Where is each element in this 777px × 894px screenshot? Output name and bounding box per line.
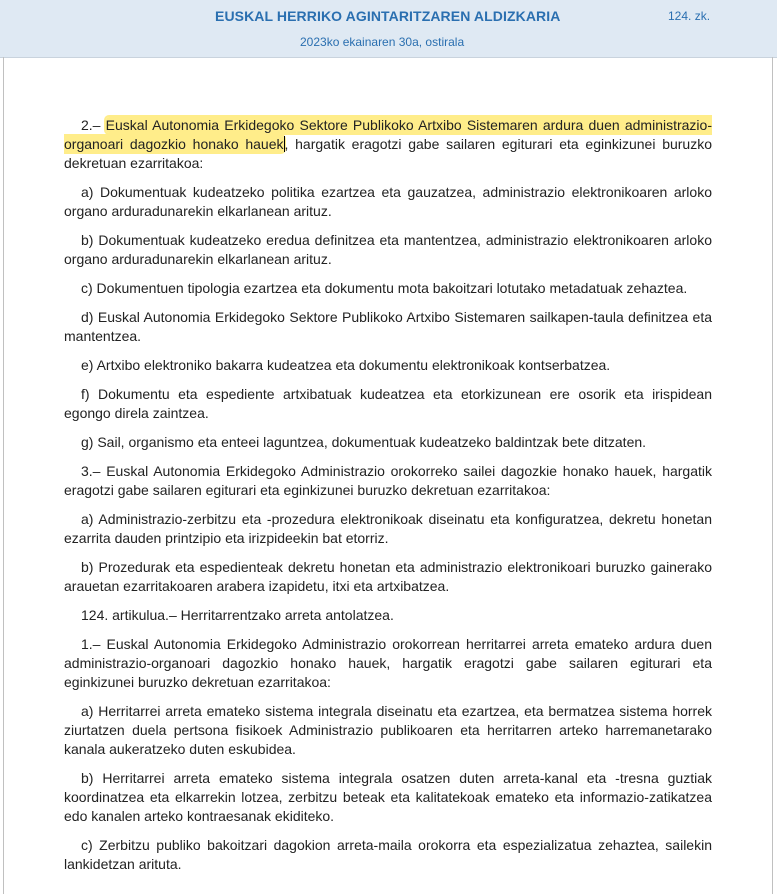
paragraph-number: 2.– [81,117,106,133]
paragraph-highlighted[interactable] [64,116,712,173]
paragraph: b) Herritarrei arreta emateko sistema integrala osatzen duten arreta-kanal eta -tresna guztiak koordinatzea eta elkarrekin lotzea, zerbitzu beteak eta kalitatekoak emateko eta informazio-zatikatzea edo kanalen arteko kontraesanak ekiditeko. [64,770,712,824]
document-header [0,0,777,58]
paragraph-rest: , hargatik eragotzi gabe sailaren egiturari eta eginkizunei buruzko dekretuan ezarritakoa: [64,136,713,171]
paragraph: 3.– Euskal Autonomia Erkidegoko Administrazio orokorreko sailei dagozkie honako hauek, hargatik eragotzi gabe sailaren egiturari eta eginkizunei buruzko dekretuan ezarritakoa: [64,463,712,498]
paragraph: b) Prozedurak eta espedienteak dekretu honetan eta administrazio elektronikoari buruzko gainerako arauetan ezarritakoaren arabera izapidetu, itxi eta artxibatzea. [64,559,712,594]
paragraph: c) Zerbitzu publiko bakoitzari dagokion arreta-maila orokorra eta espezializatua zehaztea, sailekin lankidetzan arituta. [64,837,712,872]
paragraph: c) Dokumentuen tipologia ezartzea eta dokumentu mota bakoitzari lotutako metadatuak zehaztea. [81,280,688,296]
paragraph: a) Administrazio-zerbitzu eta -prozedura elektronikoak diseinatu eta konfiguratzea, dekretu honetan ezarrita dauden printzipio eta irizpideekin bat etorriz. [64,511,712,546]
text-highlight[interactable]: Euskal Autonomia Erkidegoko Sektore Publikoko Artxibo Sistemaren ardura duen administrazio-organoari dagozkio honako hauek [64,117,712,152]
paragraph: a) Dokumentuak kudeatzeko politika ezartzea eta gauzatzea, administrazio elektronikoaren arloko organo arduradunarekin elkarlanean arituz. [64,184,712,219]
paragraph: g) Sail, organismo eta enteei laguntzea, dokumentuak kudeatzeko baldintzak bete ditzaten. [81,434,647,450]
page-border-right [772,57,773,894]
publication-date: 2023ko ekainaren 30a, ostirala [300,35,465,49]
paragraph: a) Herritarrei arreta emateko sistema integrala diseinatu eta ezartzea, eta bermatzea sistema horrek ziurtatzen duela pertsona fisikoek Administrazio publikoaren eta herritarren arteko harremanetarako kanala aukeratzeko duten eskubidea. [64,703,712,757]
paragraph: 1.– Euskal Autonomia Erkidegoko Administrazio orokorrean herritarrei arreta emateko ardura duen administrazio-organoari dagozkio honako hauek, hargatik eragotzi gabe sailaren egiturari eta eginkizunei buruzko dekretuan ezarritakoa: [64,636,712,690]
document-body[interactable] [64,116,712,884]
paragraph: d) Euskal Autonomia Erkidegoko Sektore Publikoko Artxibo Sistemaren sailkapen-taula definitzea eta mantentzea. [64,309,712,344]
article-heading: 124. artikulua.– Herritarrentzako arreta antolatzea. [81,607,394,623]
issue-number: 124. zk. [668,9,711,23]
journal-title: EUSKAL HERRIKO AGINTARITZAREN ALDIZKARIA [215,8,561,24]
paragraph: f) Dokumentu eta espediente artxibatuak kudeatzea eta etorkizunean ere osorik eta irispidean egongo direla zaintzea. [64,386,712,421]
paragraph: e) Artxibo elektroniko bakarra kudeatzea eta dokumentu elektronikoak kontserbatzea. [81,357,611,373]
page-border-left [3,57,4,894]
paragraph: b) Dokumentuak kudeatzeko eredua definitzea eta mantentzea, administrazio elektronikoaren arloko organo arduradunarekin elkarlanean arituz. [64,232,712,267]
